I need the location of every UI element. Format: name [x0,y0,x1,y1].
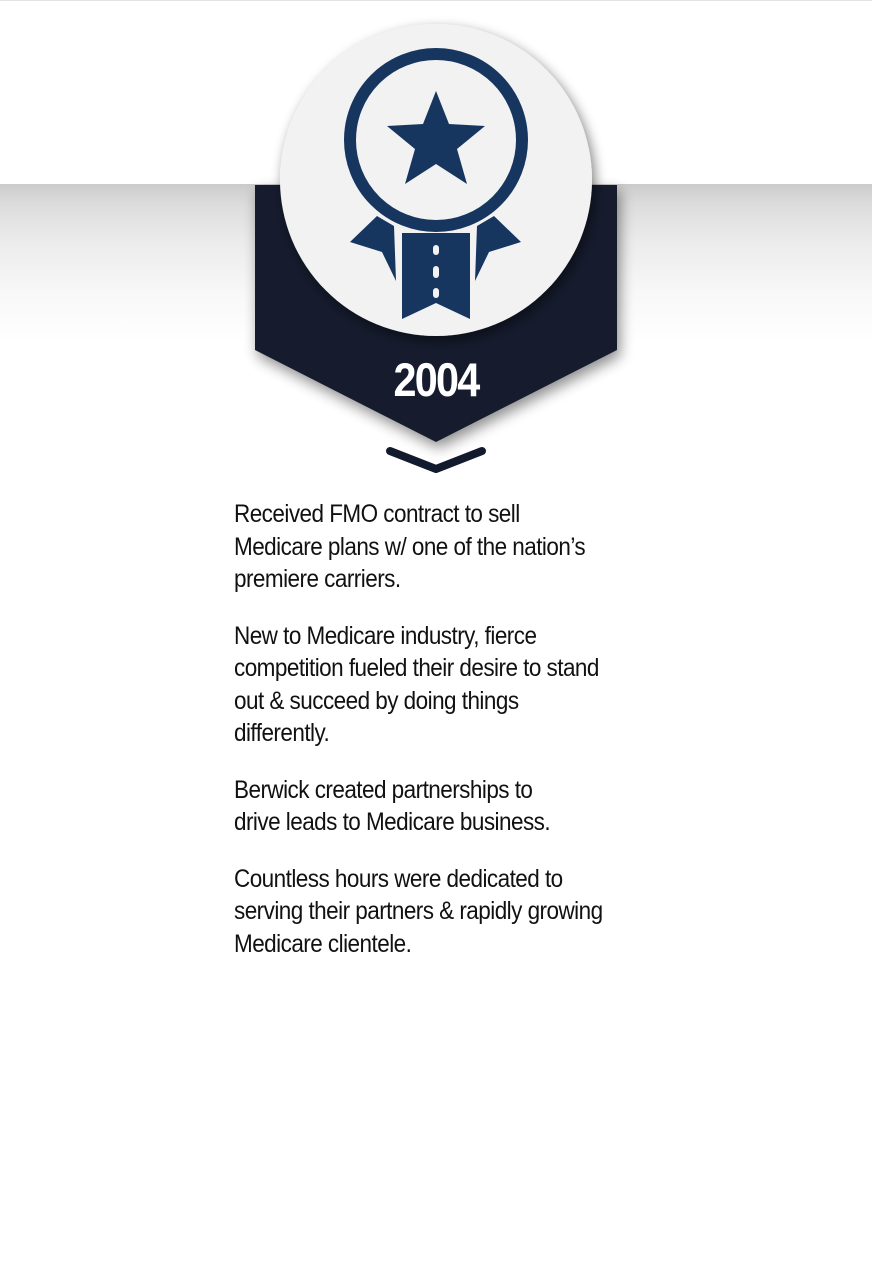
text-line: differently. [234,719,330,747]
text-line: Medicare clientele. [234,929,412,958]
description-paragraph [234,498,644,596]
text-line: out & succeed by doing things [234,686,519,715]
chevron-down-icon [390,451,482,469]
text-line: Received FMO contract to sell [234,500,520,528]
text-line: Medicare plans w/ one of the nation’s [234,532,586,561]
text-line: Berwick created partnerships to [234,775,533,804]
text-line: serving their partners & rapidly growing [234,897,603,925]
text-line: premiere carriers. [234,565,401,593]
text-line: drive leads to Medicare business. [234,808,551,836]
text-line: New to Medicare industry, fierce [234,621,537,650]
milestone-year: 2004 [393,353,479,406]
milestone-description [234,498,644,984]
description-paragraph [234,620,644,750]
description-paragraph [234,863,644,961]
text-line: Countless hours were dedicated to [234,864,563,893]
text-line: competition fueled their desire to stand [234,654,599,682]
description-paragraph [234,774,644,839]
